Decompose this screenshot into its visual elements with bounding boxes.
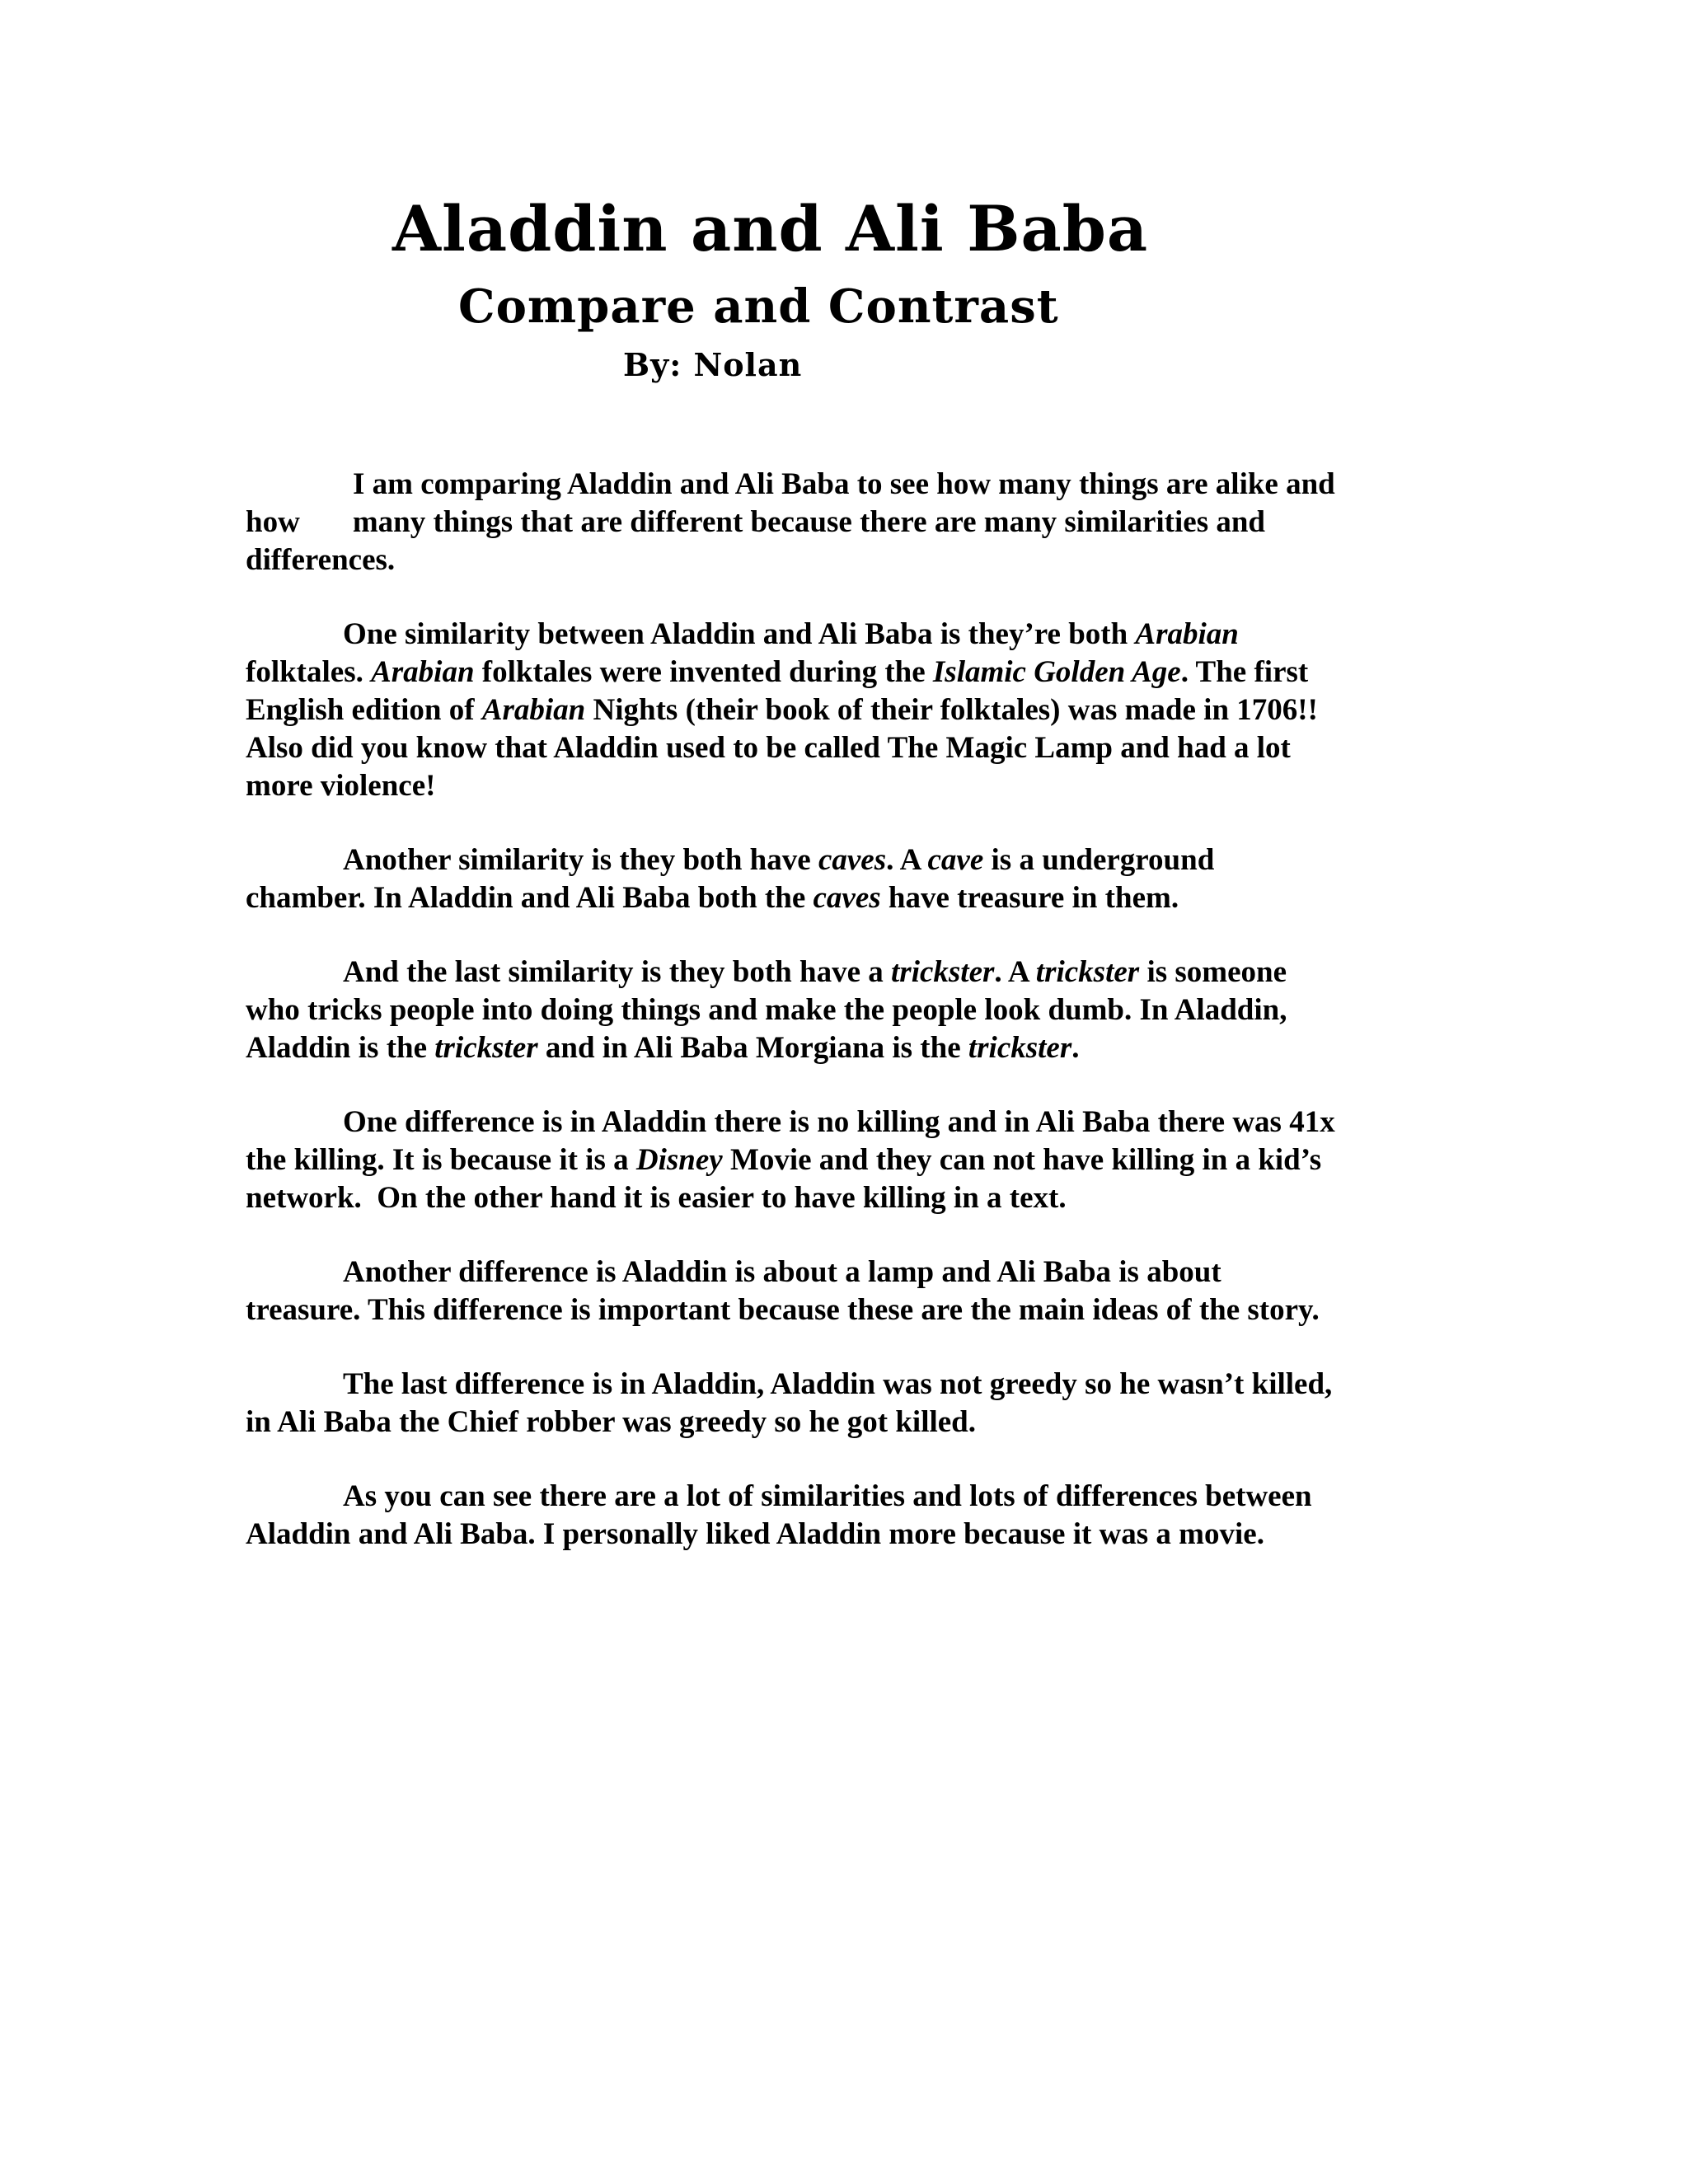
text-line (246, 654, 1416, 691)
text-run: Nights (their book of their folktales) was made in 1706!! (585, 693, 1318, 727)
italic-term: trickster (434, 1031, 538, 1065)
text-line (246, 466, 1416, 504)
text-run: As you can see there are a lot of similarities and lots of differences between (343, 1479, 1312, 1513)
paragraph-difference-lamp (246, 1254, 1416, 1329)
text-line (246, 1029, 1416, 1067)
document-subtitle: Compare and Contrast (458, 279, 1059, 334)
text-run: and in Ali Baba Morgiana is the (537, 1031, 968, 1065)
text-line (246, 616, 1416, 654)
essay-body (246, 466, 1416, 1590)
text-line (246, 954, 1416, 991)
paragraph-similarity-arabian (246, 616, 1416, 805)
text-run: And the last similarity is they both have a (343, 955, 892, 989)
text-run: One similarity between Aladdin and Ali Baba is they’re both (343, 617, 1136, 651)
text-line (246, 879, 1416, 917)
text-line: network. On the other hand it is easier to have killing in a text. (246, 1181, 1067, 1215)
text-run: . A (994, 955, 1036, 989)
text-run: folktales were invented during the (474, 655, 933, 689)
text-run: I am comparing Aladdin and Ali Baba to see how many things are alike and (353, 467, 1335, 501)
paragraph-similarity-trickster (246, 954, 1416, 1067)
text-line (246, 504, 1416, 541)
text-run: . A (886, 843, 928, 877)
paragraph-similarity-caves (246, 841, 1416, 917)
italic-term: trickster (891, 955, 995, 989)
italic-term: Islamic Golden Age (932, 655, 1181, 689)
italic-term: cave (927, 843, 984, 877)
text-run: folktales. (246, 655, 372, 689)
italic-term: trickster (1035, 955, 1140, 989)
text-line (246, 1254, 1416, 1291)
text-run: English edition of (246, 693, 482, 727)
text-line: Also did you know that Aladdin used to be called The Magic Lamp and had a lot (246, 731, 1291, 765)
author-byline: By: Nolan (623, 346, 803, 383)
text-line (246, 691, 1416, 729)
text-run: the killing. It is because it is a (246, 1143, 636, 1177)
text-run: Movie and they can not have killing in a kid’s (722, 1143, 1322, 1177)
text-run: Aladdin is the (246, 1031, 435, 1065)
italic-term: Arabian (1135, 617, 1239, 651)
text-line: more violence! (246, 769, 436, 803)
text-line (246, 841, 1416, 879)
text-line: differences. (246, 543, 396, 577)
italic-term: Arabian (481, 693, 586, 727)
text-run: Another difference is Aladdin is about a lamp and Ali Baba is about (343, 1255, 1221, 1289)
text-run: many things that are different because there are many similarities and (352, 505, 1265, 539)
italic-term: caves (818, 843, 887, 877)
text-run: is someone (1139, 955, 1287, 989)
paragraph-introduction (246, 466, 1416, 579)
text-line: Aladdin and Ali Baba. I personally liked Aladdin more because it was a movie. (246, 1517, 1264, 1551)
text-run: is a underground (983, 843, 1215, 877)
text-run: . (1071, 1031, 1080, 1065)
text-line: treasure. This difference is important because these are the main ideas of the story. (246, 1293, 1320, 1327)
text-run: have treasure in them. (880, 881, 1179, 915)
text-line (246, 1478, 1416, 1516)
text-run: chamber. In Aladdin and Ali Baba both the (246, 881, 814, 915)
italic-term: Disney (635, 1143, 723, 1177)
text-run: The last difference is in Aladdin, Aladdin was not greedy so he wasn’t killed, (343, 1367, 1333, 1401)
paragraph-conclusion (246, 1478, 1416, 1554)
italic-term: caves (813, 881, 881, 915)
paragraph-difference-killing (246, 1104, 1416, 1217)
text-line (246, 1141, 1416, 1179)
text-line: in Ali Baba the Chief robber was greedy so he got killed. (246, 1405, 977, 1439)
text-line (246, 1104, 1416, 1141)
text-run: . The first (1180, 655, 1309, 689)
document-title: Aladdin and Ali Baba (392, 192, 1149, 265)
text-run: how (246, 505, 300, 539)
text-line: who tricks people into doing things and make the people look dumb. In Aladdin, (246, 993, 1287, 1027)
text-run: One difference is in Aladdin there is no killing and in Ali Baba there was 41x (343, 1105, 1335, 1139)
text-line (246, 1366, 1416, 1404)
text-run: Another similarity is they both have (343, 843, 818, 877)
paragraph-difference-greed (246, 1366, 1416, 1441)
italic-term: trickster (968, 1031, 1072, 1065)
italic-term: Arabian (371, 655, 475, 689)
